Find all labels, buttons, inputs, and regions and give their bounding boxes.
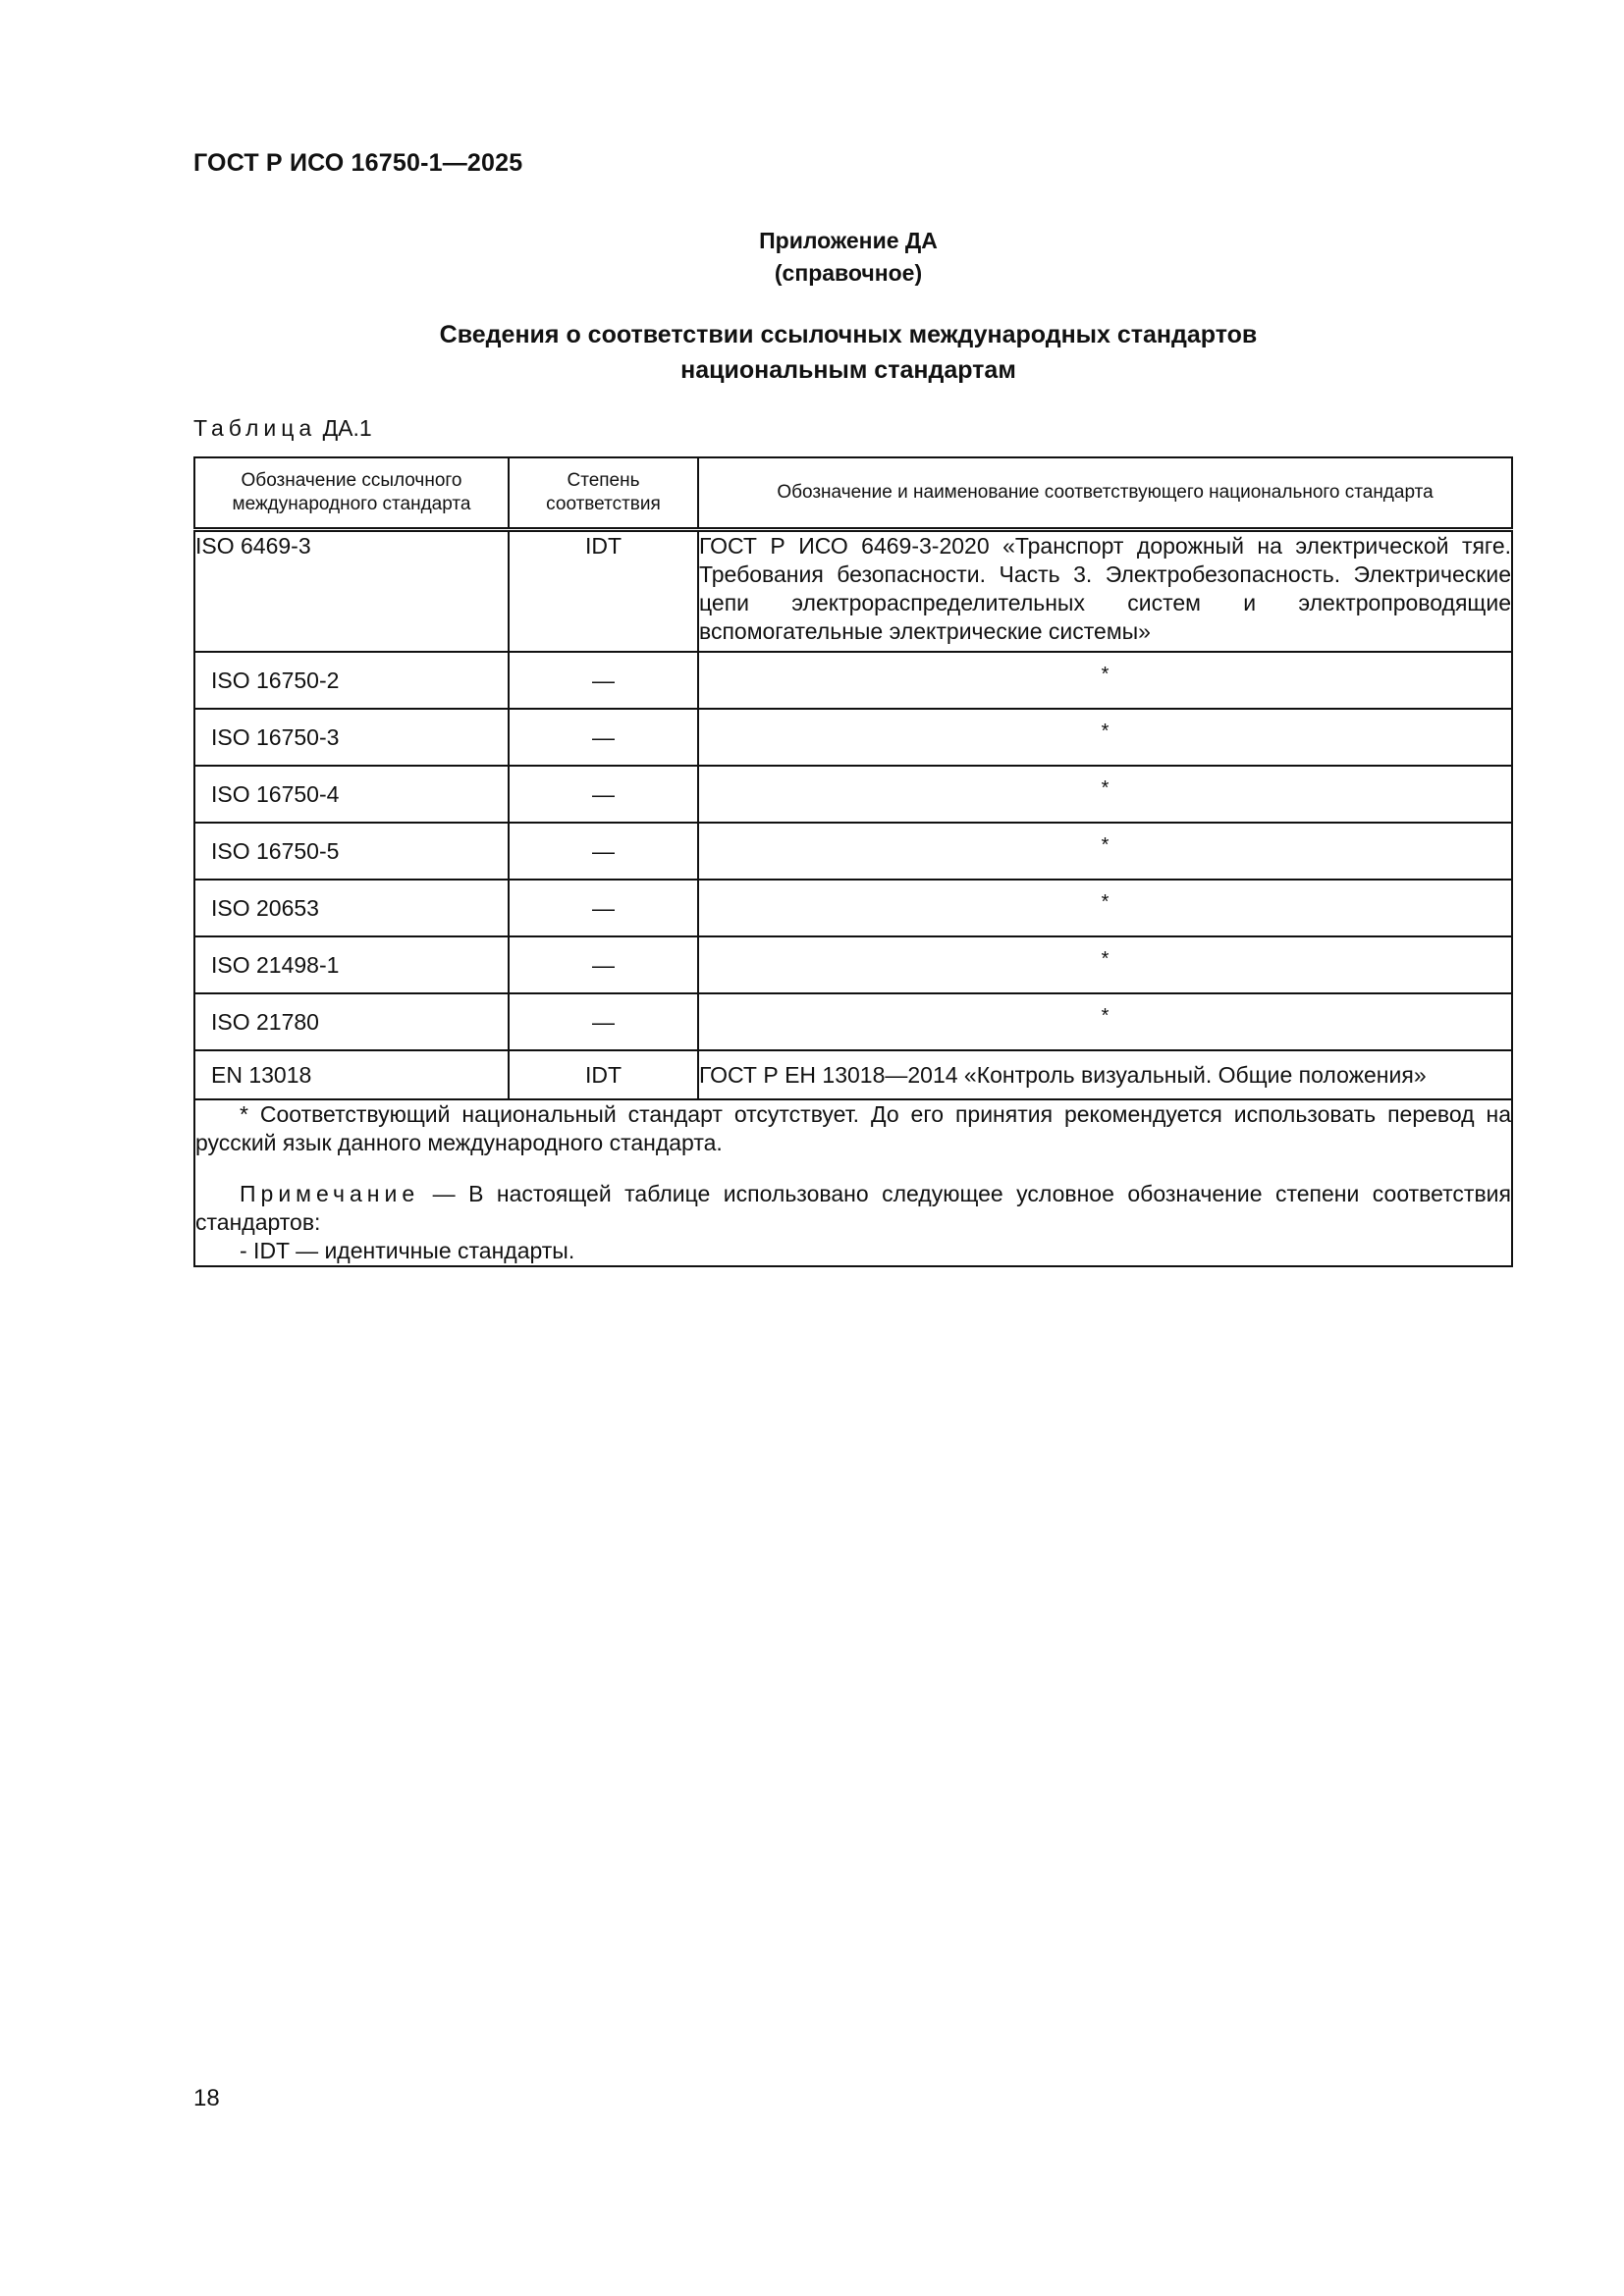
cell-reference: ISO 16750-5	[194, 823, 509, 880]
table-row	[194, 1050, 1512, 1099]
table-row	[194, 652, 1512, 709]
table-row	[194, 936, 1512, 993]
cell-national: *	[698, 766, 1512, 823]
section-title-line-1: Сведения о соответствии ссылочных международных стандартов	[439, 321, 1258, 348]
cell-national: *	[698, 652, 1512, 709]
section-title	[0, 317, 1624, 388]
table-notes	[194, 1099, 1512, 1266]
cell-degree: —	[509, 709, 698, 766]
note-label: Примечание	[240, 1181, 420, 1206]
cell-degree: —	[509, 823, 698, 880]
cell-reference: ISO 21498-1	[194, 936, 509, 993]
cell-degree: IDT	[509, 530, 698, 653]
cell-degree: —	[509, 766, 698, 823]
cell-degree: —	[509, 880, 698, 936]
cell-degree: —	[509, 936, 698, 993]
cell-degree: —	[509, 652, 698, 709]
annex-title: Приложение ДА	[759, 228, 938, 253]
table-header-row	[194, 457, 1512, 530]
note-text: — В настоящей таблице использовано следующее условное обозначение степени соответствия стандартов:	[195, 1181, 1511, 1235]
table-row	[194, 766, 1512, 823]
cell-national: ГОСТ Р ИСО 6469-3-2020 «Транспорт дорожный на электрической тяге. Требования безопасности. Часть 3. Электробезопасность. Электрические цепи электрораспределительных систем и электропроводящие вспомогательные электрические системы»	[698, 530, 1512, 653]
cell-reference: ISO 16750-2	[194, 652, 509, 709]
cell-national: *	[698, 823, 1512, 880]
cell-national: *	[698, 936, 1512, 993]
table-row	[194, 709, 1512, 766]
table-notes-row	[194, 1099, 1512, 1266]
cell-reference: ISO 16750-3	[194, 709, 509, 766]
table-row	[194, 993, 1512, 1050]
page-number: 18	[193, 2085, 220, 2111]
cell-national: ГОСТ Р ЕН 13018—2014 «Контроль визуальный. Общие положения»	[698, 1050, 1512, 1099]
note-legend: - IDT — идентичные стандарты.	[240, 1238, 575, 1263]
cell-national: *	[698, 880, 1512, 936]
cell-reference: ISO 6469-3	[194, 530, 509, 653]
annex-kind: (справочное)	[774, 260, 923, 286]
cell-degree: IDT	[509, 1050, 698, 1099]
table-caption-number: ДА.1	[322, 415, 372, 441]
cell-reference: ISO 21780	[194, 993, 509, 1050]
table-caption-label: Таблица	[193, 415, 317, 441]
cell-national: *	[698, 709, 1512, 766]
annex-heading	[0, 225, 1624, 290]
table-footnote: * Соответствующий национальный стандарт отсутствует. До его принятия рекомендуется использовать перевод на русский язык данного международного стандарта.	[195, 1101, 1511, 1155]
cell-reference: ISO 20653	[194, 880, 509, 936]
correspondence-table	[193, 456, 1513, 1267]
table-note	[195, 1180, 1511, 1237]
cell-degree: —	[509, 993, 698, 1050]
document-code: ГОСТ Р ИСО 16750-1—2025	[193, 149, 523, 177]
section-title-line-2: национальным стандартам	[680, 356, 1016, 384]
column-header-reference: Обозначение ссылочного международного стандарта	[194, 457, 509, 530]
column-header-degree: Степень соответствия	[509, 457, 698, 530]
table-row	[194, 880, 1512, 936]
cell-reference: EN 13018	[194, 1050, 509, 1099]
table-caption	[193, 415, 372, 442]
cell-reference: ISO 16750-4	[194, 766, 509, 823]
table-row	[194, 823, 1512, 880]
column-header-national: Обозначение и наименование соответствующего национального стандарта	[698, 457, 1512, 530]
table-row	[194, 530, 1512, 653]
cell-national: *	[698, 993, 1512, 1050]
